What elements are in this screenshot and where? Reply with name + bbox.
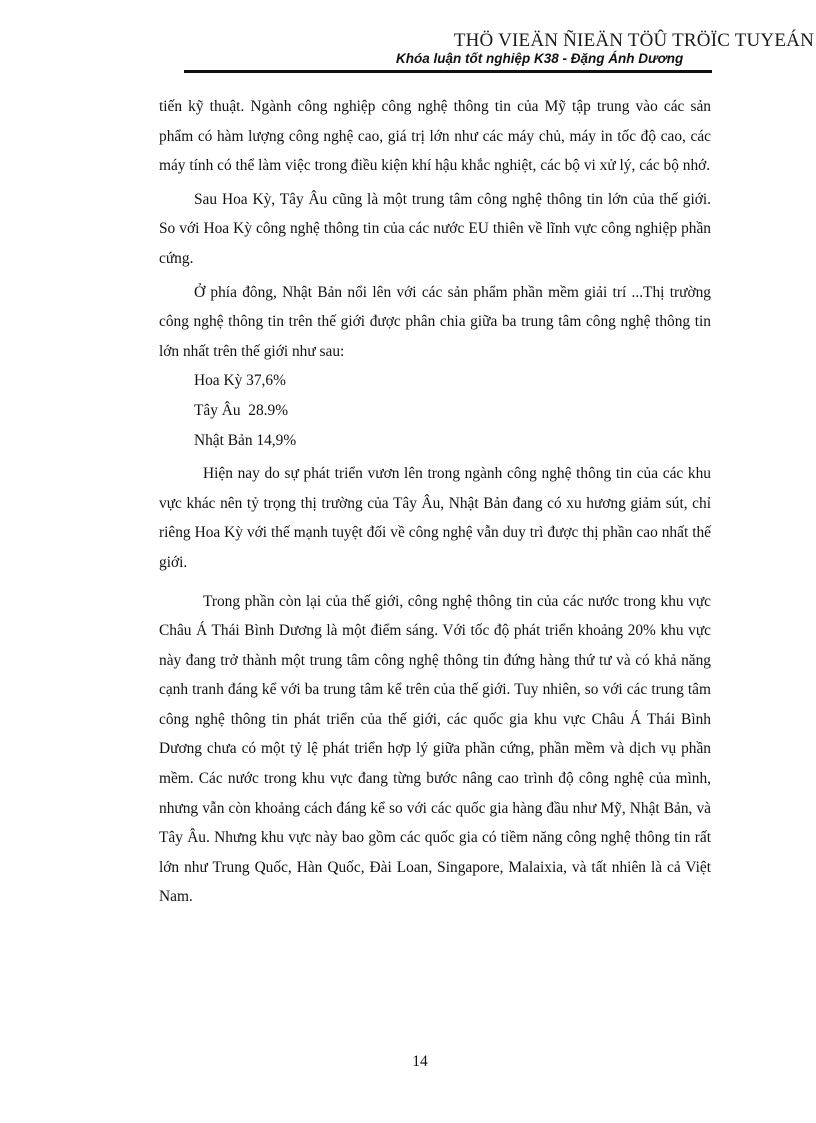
page-number: 14 [412,1053,428,1070]
page-body [159,92,711,912]
header-rule [184,70,712,73]
paragraph-1: tiến kỹ thuật. Ngành công nghiệp công nghệ thông tin của Mỹ tập trung vào các sản phẩm có hàm lượng công nghệ cao, giá trị lớn như các máy chủ, máy in tốc độ cao, các máy tính có thể làm việc trong điều kiện khí hậu khắc nghiệt, các bộ vi xử lý, các bộ nhớ. [159,98,711,175]
market-share-west-europe: Tây Âu 28.9% [194,401,289,419]
paragraph-4: Hiện nay do sự phát triển vươn lên trong ngành công nghệ thông tin của các khu vực khác nên tỷ trọng thị trường của Tây Âu, Nhật Bản đang có xu hương giảm sút, chỉ riêng Hoa Kỳ với thế mạnh tuyệt đối về công nghệ vẫn duy trì được thị phần cao nhất thế giới. [159,465,711,571]
paragraph-3: Ở phía đông, Nhật Bản nổi lên với các sản phẩm phần mềm giải trí ...Thị trường công nghệ thông tin trên thế giới được phân chia giữa ba trung tâm công nghệ thông tin lớn nhất trên thế giới như sau: [159,283,711,360]
library-watermark: THÖ VIEÄN ÑIEÄN TÖÛ TRÖÏC TUYEÁN [453,30,814,51]
market-share-us: Hoa Kỳ 37,6% [194,372,286,390]
paragraph-2: Sau Hoa Kỳ, Tây Âu cũng là một trung tâm công nghệ thông tin lớn của thế giới. So với Hoa Kỳ công nghệ thông tin của các nước EU thiên về lĩnh vực công nghiệp phần cứng. [159,190,711,267]
running-header-title: Khóa luận tốt nghiệp K38 - Đặng Ánh Dương [396,51,684,66]
market-share-japan: Nhật Bản 14,9% [194,431,297,449]
paragraph-5: Trong phần còn lại của thế giới, công nghệ thông tin của các nước trong khu vực Châu Á Thái Bình Dương là một điểm sáng. Với tốc độ phát triển khoảng 20% khu vực này đang trở thành một trung tâm công nghệ thông tin đứng hàng thứ tư và có khả năng cạnh tranh đáng kể với ba trung tâm kể trên của thế giới. Tuy nhiên, so với các trung tâm công nghệ thông tin phát triển của thế giới, các quốc gia khu vực Châu Á Thái Bình Dương chưa có một tỷ lệ phát triển hợp lý giữa phần cứng, phần mềm và dịch vụ phần mềm. Các nước trong khu vực đang từng bước nâng cao trình độ công nghệ của mình, nhưng vẫn còn khoảng cách đáng kể so với các quốc gia hàng đầu như Mỹ, Nhật Bản, và Tây Âu. Nhưng khu vực này bao gồm các quốc gia có tiềm năng công nghệ thông tin rất lớn như Trung Quốc, Hàn Quốc, Đài Loan, Singapore, Malaixia, và tất nhiên là cả Việt Nam. [159,592,711,906]
